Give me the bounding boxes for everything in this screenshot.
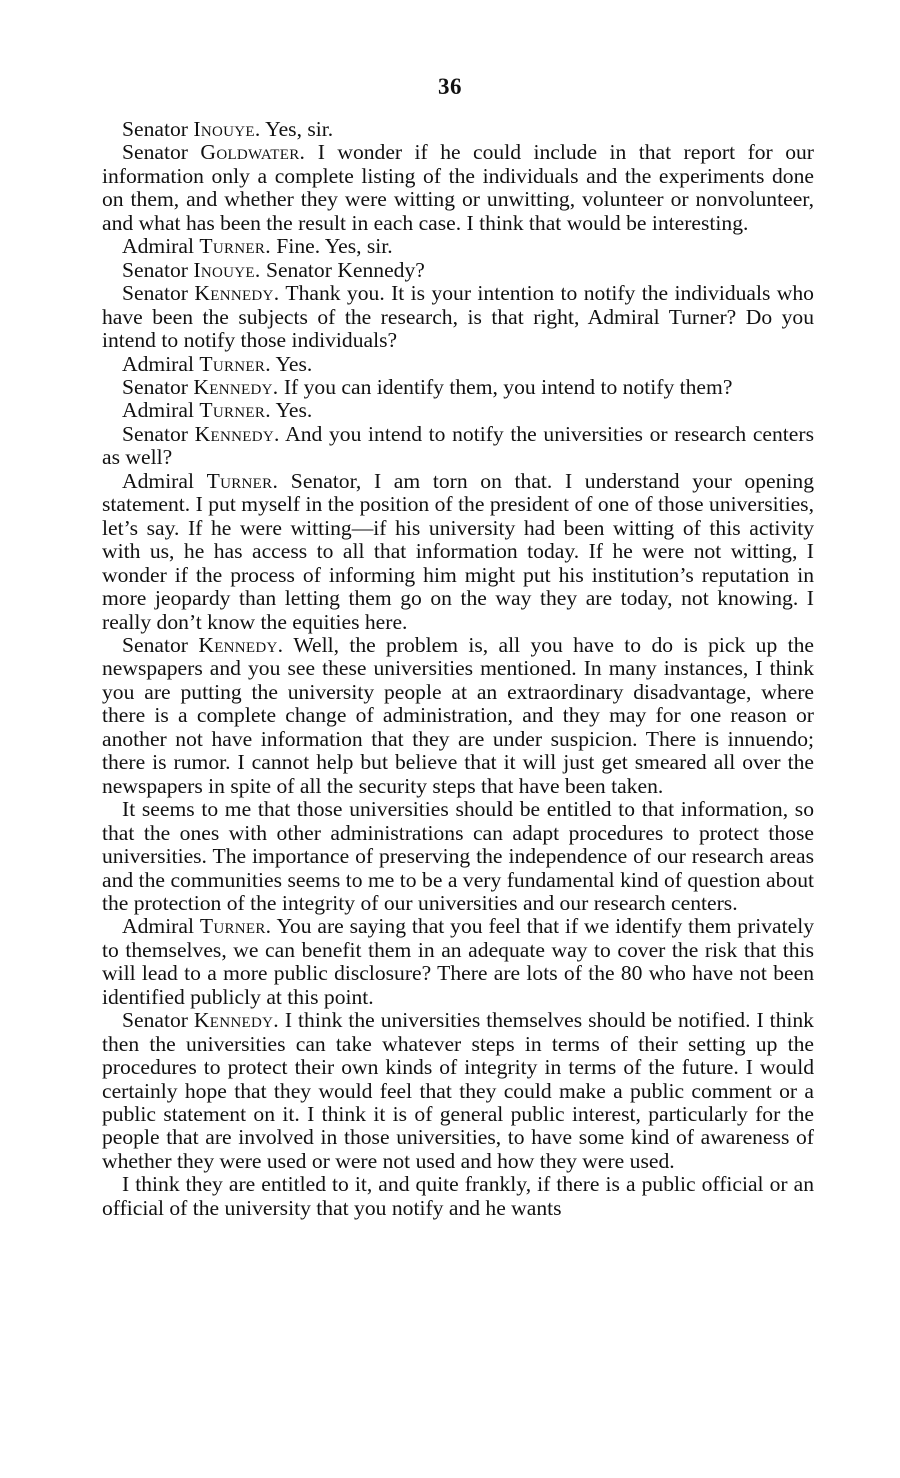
speaker-name: Kennedy. [193, 374, 279, 399]
speaker-name: Turner. [199, 234, 271, 259]
speaker-title: Senator [122, 257, 194, 282]
speaker-name: Kennedy. [194, 281, 280, 306]
transcript-paragraph [102, 915, 814, 1009]
speaker-title: Senator [122, 374, 194, 399]
speaker-name: Inouye. [193, 117, 261, 141]
paragraph-text: And you intend to notify the universities or research centers as well? [102, 421, 814, 470]
paragraph-text: I wonder if he could include in that report for our information only a complete listing of the individuals and the experiments done on them, and whether they were witting or unwitting, volunteer or nonvolunteer, and what has been the result in each case. I think that would be interesting. [102, 140, 814, 235]
transcript-paragraph [102, 353, 814, 376]
speaker-name: Turner. [199, 398, 271, 423]
speaker-title: Admiral [122, 468, 207, 493]
speaker-title: Senator [122, 1008, 194, 1033]
paragraph-text: It seems to me that those universities should be entitled to that information, so that the ones with other administrations can adapt procedures to protect those universities. The importance of preserving the independence of our research areas and the communities seems to me to be a very fundamental kind of question about the protection of the integrity of our universities and our research centers. [102, 797, 814, 915]
speaker-title: Senator [122, 421, 195, 446]
paragraph-text: Yes, sir. [260, 117, 334, 141]
speaker-title: Admiral [122, 914, 200, 939]
speaker-name: Turner. [206, 468, 279, 493]
speaker-name: Inouye. [193, 257, 261, 282]
transcript-paragraph [102, 634, 814, 798]
transcript-paragraph [102, 259, 814, 282]
paragraph-text: Senator, I am torn on that. I understand your opening statement. I put myself in the position of the president of one of those universities, let’s say. If he were witting—if his university had been witting of this activity with us, he has access to all that information today. If he were not witting, I wonder if the process of informing him might put his institution’s reputation in more jeopardy than letting them go on the way they are today, not knowing. I really don’t know the equities here. [102, 468, 814, 634]
speaker-name: Turner. [199, 351, 271, 376]
transcript-paragraph [102, 423, 814, 470]
transcript-paragraph [102, 1009, 814, 1173]
paragraph-text: I think they are entitled to it, and quite frankly, if there is a public official or an official of the university that you notify and he wants [102, 1172, 814, 1220]
page-number: 36 [438, 74, 462, 99]
transcript-paragraph [102, 118, 814, 141]
paragraph-text: If you can identify them, you intend to notify them? [278, 374, 733, 399]
speaker-name: Kennedy. [194, 421, 280, 446]
speaker-name: Goldwater. [200, 140, 306, 165]
transcript-paragraph [102, 399, 814, 422]
paragraph-text: Yes. [270, 398, 313, 423]
paragraph-text: Yes. [270, 351, 313, 376]
paragraph-text: Thank you. It is your intention to notify the individuals who have been the subjects of the research, is that right, Admiral Turner? Do you intend to notify those individuals? [102, 281, 814, 353]
speaker-title: Senator [122, 632, 199, 657]
paragraph-text: You are saying that you feel that if we identify them privately to themselves, we can benefit them in an adequate way to cover the risk that this will lead to a more public disclosure? There are lots of the 80 who have not been identified publicly at this point. [102, 914, 814, 1009]
speaker-title: Senator [122, 281, 195, 306]
speaker-name: Turner. [199, 914, 272, 939]
transcript-body [102, 118, 814, 1220]
paragraph-text: I think the universities themselves should be notified. I think then the universities can take whatever steps in terms of their setting up the procedures to protect their own kinds of integrity in terms of the future. I would certainly hope that they would feel that they could make a public comment or a public statement on it. I think it is of general public interest, particularly for the people that are involved in those universities, to have some kind of awareness of whether they were used or were not used and how they were used. [102, 1008, 814, 1173]
transcript-paragraph [102, 282, 814, 352]
transcript-paragraph [102, 235, 814, 258]
speaker-name: Kennedy. [193, 1008, 279, 1033]
transcript-paragraph [102, 141, 814, 235]
speaker-title: Admiral [122, 234, 200, 259]
speaker-title: Senator [122, 117, 194, 141]
transcript-paragraph [102, 798, 814, 915]
paragraph-text: Fine. Yes, sir. [270, 234, 393, 259]
transcript-paragraph [102, 376, 814, 399]
paragraph-text: Senator Kennedy? [260, 257, 425, 282]
speaker-title: Admiral [122, 398, 200, 423]
transcript-paragraph [102, 470, 814, 634]
transcript-paragraph [102, 1173, 814, 1220]
speaker-title: Admiral [122, 351, 200, 376]
paragraph-text: Well, the problem is, all you have to do is pick up the newspapers and you see these universities mentioned. In many instances, I think you are putting the university people at an extraordinary disadvantage, where there is a complete change of administration, and they may for one reason or another not have information that they are under suspicion. There is innuendo; there is rumor. I cannot help but believe that it will just get smeared all over the newspapers in spite of all the security steps that have been taken. [102, 632, 814, 798]
speaker-title: Senator [122, 140, 201, 165]
speaker-name: Kennedy. [198, 632, 284, 657]
